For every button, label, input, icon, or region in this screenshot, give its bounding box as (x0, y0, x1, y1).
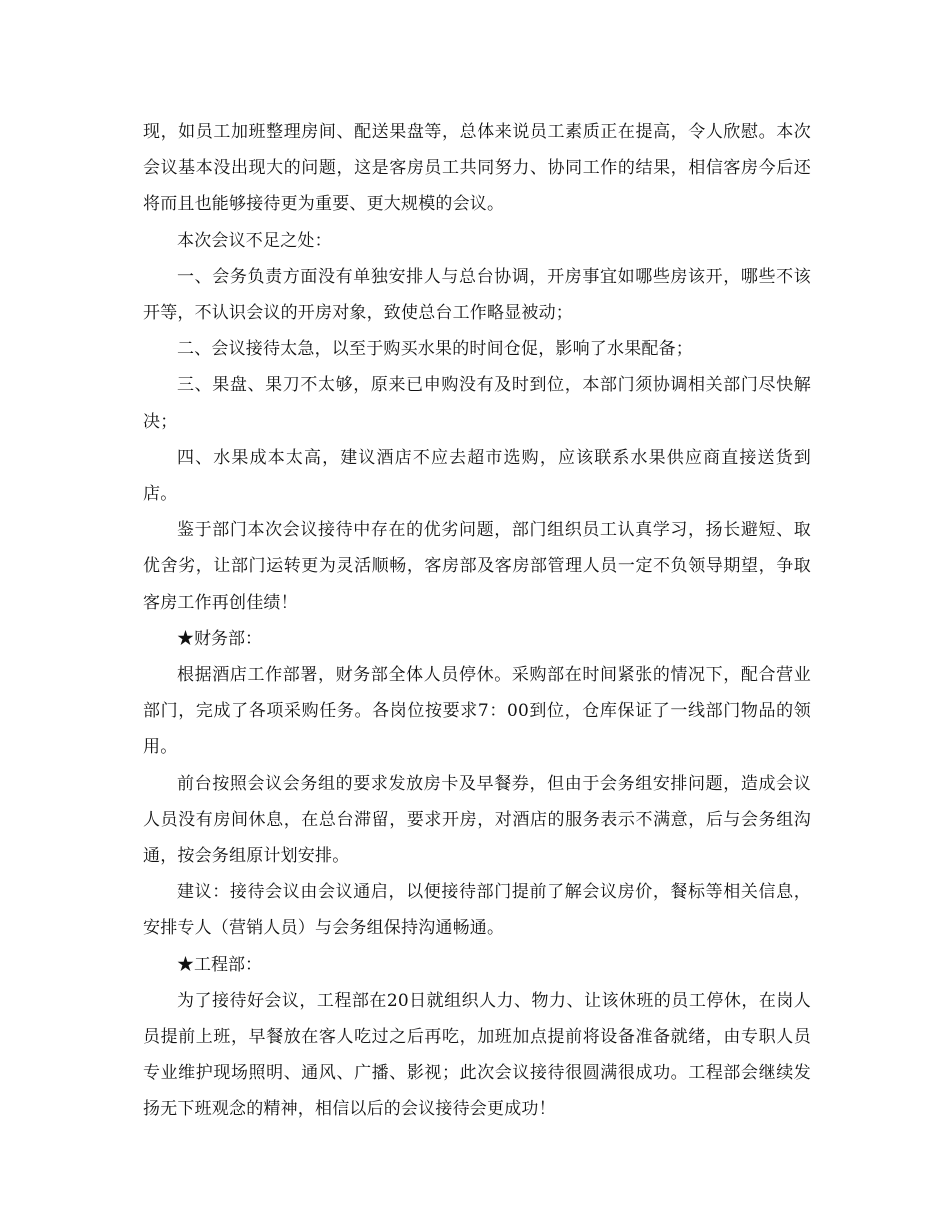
paragraph-9: 根据酒店工作部署，财务部全体人员停休。采购部在时间紧张的情况下，配合营业部门，完成了各项采购任务。各岗位按要求7：00到位，仓库保证了一线部门物品的领用。 (143, 665, 811, 758)
paragraph-4: 二、会议接待太急，以至于购买水果的时间仓促，影响了水果配备； (177, 339, 693, 360)
paragraph-11: 建议：接待会议由会议通启，以便接待部门提前了解会议房价，餐标等相关信息，安排专人（营销人员）与会务组保持沟通畅通。 (143, 882, 811, 939)
section-heading-finance: ★财务部： (177, 628, 262, 649)
paragraph-13: 为了接待好会议，工程部在20日就组织人力、物力、让该休班的员工停休，在岗人员提前上班，早餐放在客人吃过之后再吃，加班加点提前将设备准备就绪，由专职人员专业维护现场照明、通风、广播、影视；此次会议接待很圆满很成功。工程部会继续发扬无下班观念的精神，相信以后的会议接待会更成功！ (143, 990, 811, 1120)
paragraph-7: 鉴于部门本次会议接待中存在的优劣问题，部门组织员工认真学习，扬长避短、取优舍劣，让部门运转更为灵活顺畅，客房部及客房部管理人员一定不负领导期望，争取客房工作再创佳绩！ (143, 520, 811, 613)
paragraph-6: 四、水果成本太高，建议酒店不应去超市选购，应该联系水果供应商直接送货到店。 (143, 447, 811, 505)
paragraph-5: 三、果盘、果刀不太够，原来已申购没有及时到位，本部门须协调相关部门尽快解决； (143, 375, 811, 432)
paragraph-2: 本次会议不足之处： (177, 230, 332, 251)
section-heading-engineering: ★工程部： (177, 954, 262, 975)
document-body (143, 114, 811, 1128)
paragraph-10: 前台按照会议会务组的要求发放房卡及早餐券，但由于会务组安排问题，造成会议人员没有房间休息，在总台滞留，要求开房，对酒店的服务表示不满意，后与会务组沟通，按会务组原计划安排。 (143, 773, 811, 867)
paragraph-1: 现，如员工加班整理房间、配送果盘等，总体来说员工素质正在提高，令人欣慰。本次会议基本没出现大的问题，这是客房员工共同努力、协同工作的结果，相信客房今后还将而且也能够接待更为重要、更大规模的会议。 (143, 122, 811, 215)
paragraph-3: 一、会务负责方面没有单独安排人与总台协调，开房事宜如哪些房该开，哪些不该开等，不认识会议的开房对象，致使总台工作略显被动； (143, 266, 811, 324)
